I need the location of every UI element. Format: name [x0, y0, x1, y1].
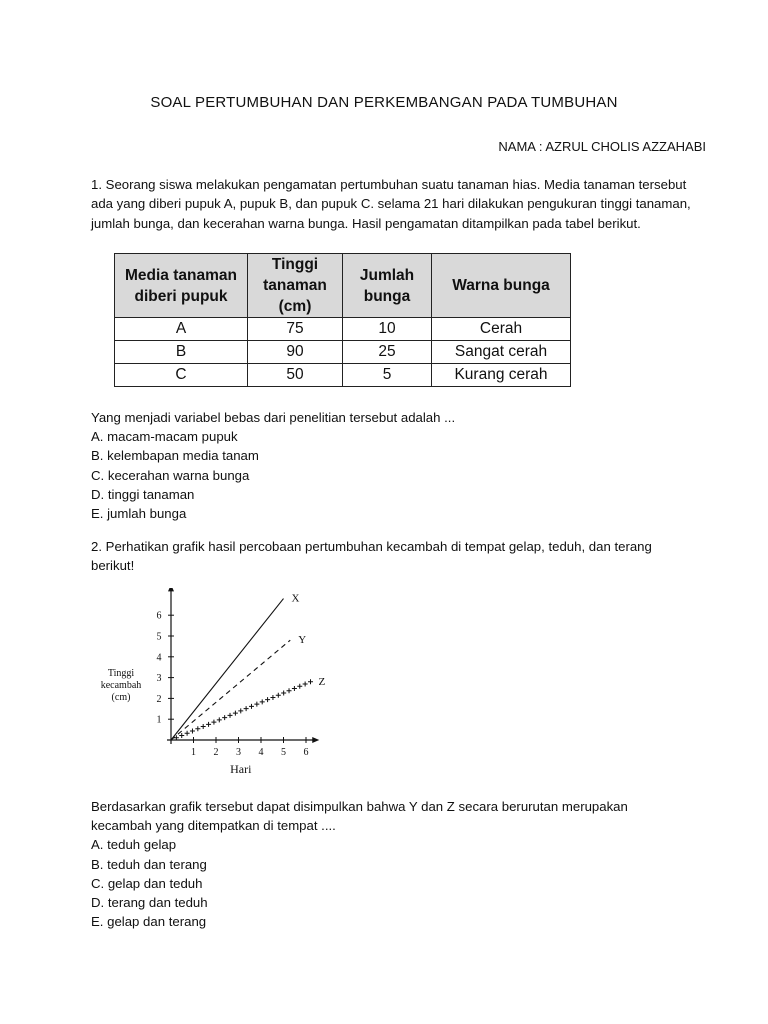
student-name: NAMA : AZRUL CHOLIS AZZAHABI — [498, 139, 706, 154]
answer-option: E. jumlah bunga — [91, 506, 187, 522]
series-point — [260, 699, 265, 704]
x-tick-label: 4 — [258, 747, 264, 758]
series-point — [297, 684, 302, 689]
series-point — [244, 706, 249, 711]
table-cell: C — [115, 364, 248, 387]
series-y-line — [171, 640, 290, 740]
x-tick-label: 1 — [191, 747, 196, 758]
series-point — [270, 695, 275, 700]
question-1-text: 1. Seorang siswa melakukan pengamatan pertumbuhan suatu tanaman hias. Media tanaman tersebut ada yang diberi pupuk A, pupuk B, dan pupuk C. selama 21 hari dilakukan pengukuran tinggi tanaman, jumlah bunga, dan kecerahan warna bunga. Hasil pengamatan ditampilkan pada tabel berikut. — [91, 177, 691, 231]
x-tick-label: 2 — [213, 747, 219, 758]
x-tick-label: 3 — [236, 747, 241, 758]
table-cell: 10 — [343, 318, 432, 341]
x-axis-arrow — [312, 737, 319, 743]
table-header: Warna bunga — [432, 254, 571, 318]
chart-labels — [101, 668, 252, 776]
x-tick-label: 6 — [303, 747, 309, 758]
y-axis-label: Tinggi kecambah (cm) — [100, 668, 142, 703]
table-row — [115, 318, 571, 341]
table-cell: 25 — [343, 341, 432, 364]
answer-option: D. terang dan teduh — [91, 895, 208, 911]
series-point — [281, 690, 286, 695]
series-point — [308, 679, 313, 684]
series-y-label: Y — [298, 634, 307, 647]
series-point — [233, 711, 238, 716]
page-title: SOAL PERTUMBUHAN DAN PERKEMBANGAN PADA TUMBUHAN — [150, 94, 618, 111]
table-row — [115, 341, 571, 364]
chart-axes — [167, 588, 319, 744]
series-point — [217, 717, 222, 722]
answer-option: A. teduh gelap — [91, 837, 177, 853]
series-point — [228, 713, 233, 718]
series-point — [195, 726, 200, 731]
series-point — [249, 704, 254, 709]
y-tick-label: 6 — [156, 610, 162, 622]
answer-option: E. gelap dan terang — [91, 914, 207, 930]
question-2-text: 2. Perhatikan grafik hasil percobaan pertumbuhan kecambah di tempat gelap, teduh, dan terang berikut! — [91, 539, 652, 574]
answer-option: B. teduh dan terang — [91, 856, 207, 872]
question-1-block — [91, 408, 691, 523]
table-header: Tinggi tanaman (cm) — [248, 254, 343, 318]
table-row — [115, 364, 571, 387]
question-2-block — [91, 797, 691, 931]
x-axis-label: Hari — [230, 762, 252, 776]
series-point — [265, 697, 270, 702]
table-cell: 90 — [248, 341, 343, 364]
table-cell: Kurang cerah — [432, 364, 571, 387]
series-point — [222, 715, 227, 720]
answer-option: A. macam-macam pupuk — [91, 429, 238, 445]
table-cell: Sangat cerah — [432, 341, 571, 364]
y-tick-label: 2 — [156, 693, 162, 705]
series-point — [303, 682, 308, 687]
chart-series — [171, 593, 326, 741]
y-axis-arrow — [168, 588, 174, 591]
series-point — [276, 693, 281, 698]
y-tick-label: 4 — [156, 652, 162, 664]
table-cell: 50 — [248, 364, 343, 387]
series-point — [206, 722, 211, 727]
question-2-prompt: Berdasarkan grafik tersebut dapat disimpulkan bahwa Y dan Z secara berurutan merupakan kecambah yang ditempatkan di tempat .... — [91, 799, 628, 834]
table-cell: 75 — [248, 318, 343, 341]
answer-option: D. tinggi tanaman — [91, 486, 195, 502]
table-header: Jumlah bunga — [343, 254, 432, 318]
series-point — [238, 708, 243, 713]
observation-table — [114, 253, 571, 387]
x-tick-label: 5 — [281, 747, 286, 758]
series-point — [190, 729, 195, 734]
series-x-label: X — [291, 592, 300, 605]
series-point — [287, 688, 292, 693]
answer-option: B. kelembapan media tanam — [91, 448, 259, 464]
question-1-prompt: Yang menjadi variabel bebas dari penelitian tersebut adalah ... — [91, 410, 456, 425]
series-point — [201, 724, 206, 729]
growth-chart — [94, 588, 354, 784]
y-tick-label: 5 — [156, 631, 162, 643]
series-point — [254, 702, 259, 707]
answer-option: C. kecerahan warna bunga — [91, 467, 250, 483]
answer-option: C. gelap dan teduh — [91, 875, 203, 891]
y-tick-label: 3 — [156, 673, 162, 685]
series-point — [185, 731, 190, 736]
table-header: Media tanaman diberi pupuk — [115, 254, 248, 318]
y-tick-label: 1 — [156, 714, 162, 726]
series-point — [211, 720, 216, 725]
series-point — [179, 733, 184, 738]
series-point — [292, 686, 297, 691]
series-z-label: Z — [318, 675, 326, 688]
table-cell: 5 — [343, 364, 432, 387]
table-cell: B — [115, 341, 248, 364]
table-cell: Cerah — [432, 318, 571, 341]
table-cell: A — [115, 318, 248, 341]
series-x-line — [171, 599, 284, 740]
